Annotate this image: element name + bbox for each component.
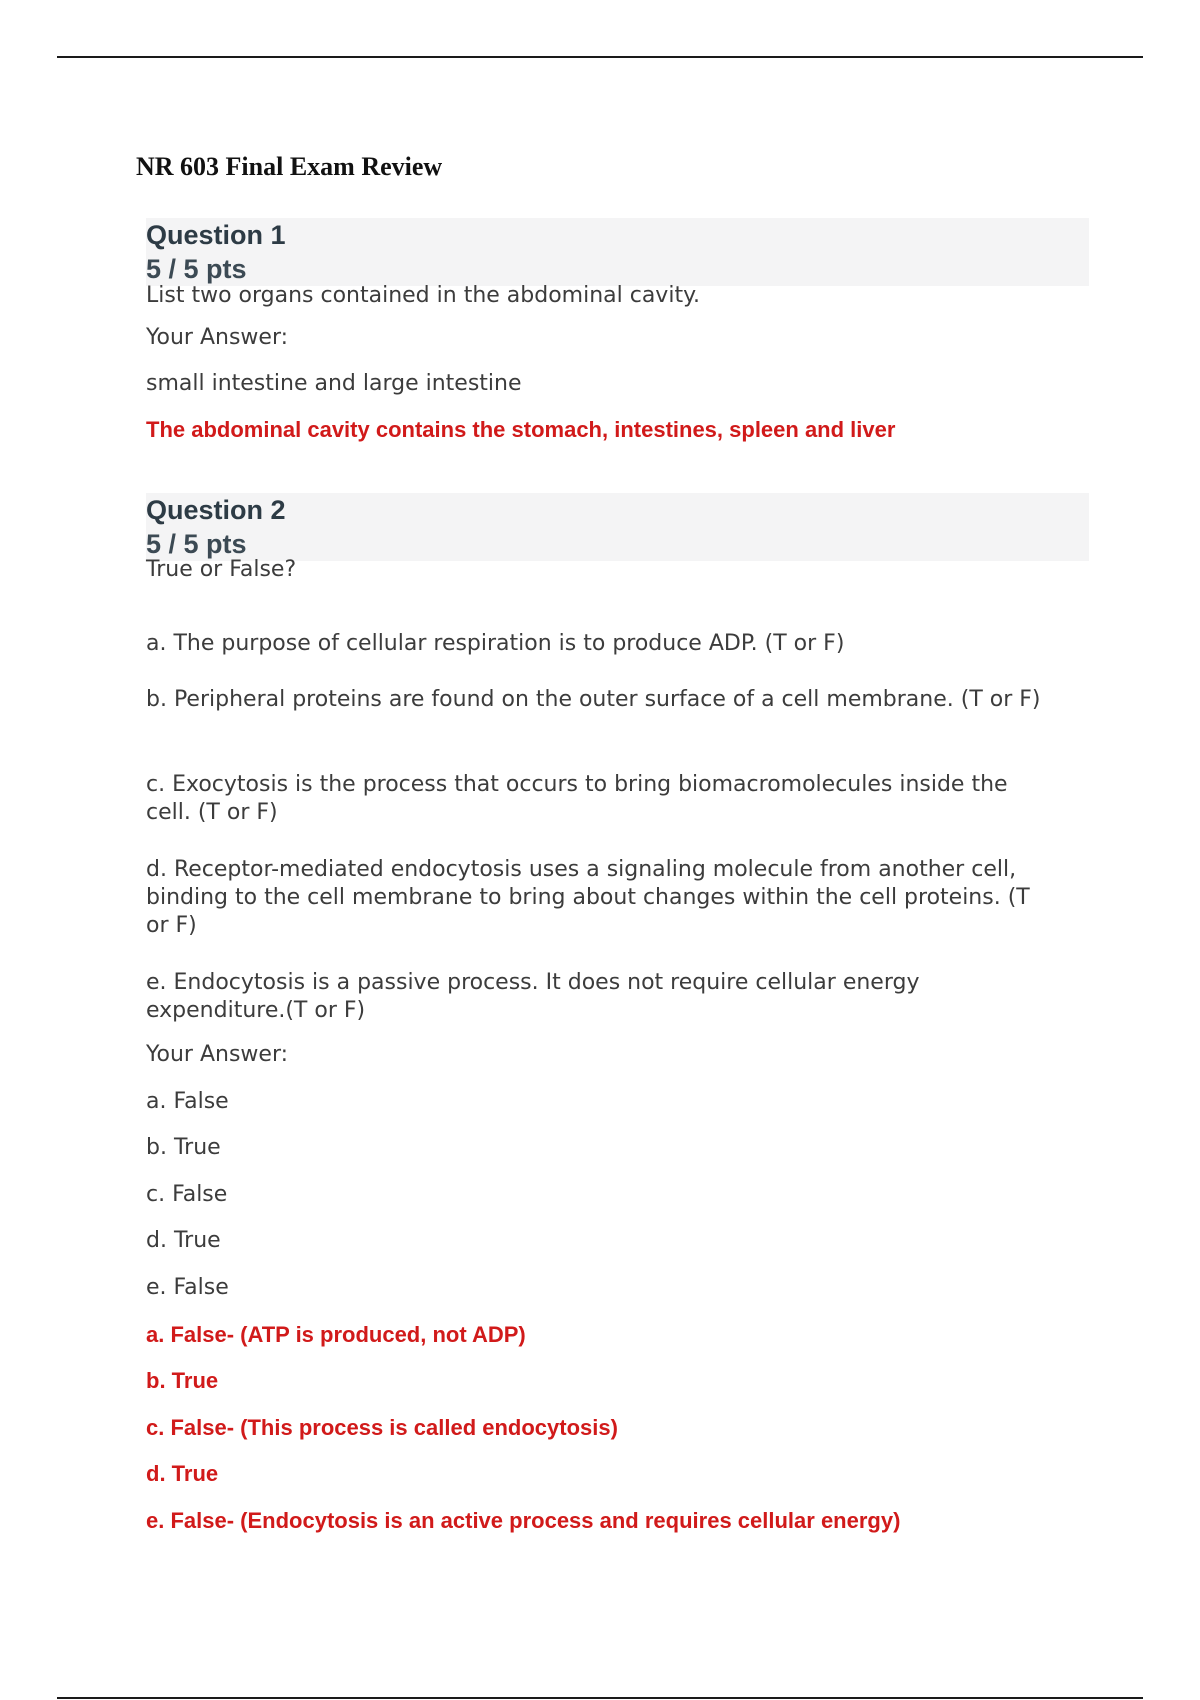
answer-b: b. True [146,1135,221,1160]
answer-d: d. True [146,1228,221,1253]
statement-d [146,856,1046,940]
feedback-e: e. False- (Endocytosis is an active process and requires cellular energy) [146,1508,901,1533]
statement-c [146,771,1026,827]
feedback-a: a. False- (ATP is produced, not ADP) [146,1322,526,1347]
statement-d-label: d. [146,857,174,882]
feedback-b: b. True [146,1368,219,1393]
question-1-feedback: The abdominal cavity contains the stomach, intestines, spleen and liver [146,417,896,442]
answer-e: e. False [146,1275,229,1300]
statement-a-text: The purpose of cellular respiration is to produce ADP. (T or F) [173,631,845,656]
answer-c: c. False [146,1182,228,1207]
statement-a-label: a. [146,631,174,656]
question-1-your-answer-label: Your Answer: [146,325,289,350]
bottom-divider [57,1697,1143,1699]
question-2 [146,493,1089,1533]
statement-e-text: Endocytosis is a passive process. It does not require cellular energy expenditure.(T or F) [146,970,920,1023]
question-2-your-answer-label: Your Answer: [146,1042,289,1067]
statement-b-label: b. [146,687,174,712]
question-1-prompt: List two organs contained in the abdominal cavity. [146,283,700,308]
question-1-title: Question 1 [146,220,286,250]
statement-a [146,630,1106,658]
question-1-answer: small intestine and large intestine [146,371,522,396]
answer-a: a. False [146,1089,229,1114]
question-2-prompt: True or False? [146,557,297,582]
top-divider [57,56,1143,58]
feedback-c: c. False- (This process is called endocytosis) [146,1415,618,1440]
statement-c-text: Exocytosis is the process that occurs to bring biomacromolecules inside the cell. (T or F) [146,772,1008,825]
statement-c-label: c. [146,772,173,797]
question-1-header [146,218,1089,286]
question-1 [146,218,1089,442]
statement-b [146,686,1133,714]
question-2-points: 5 / 5 pts [146,529,247,559]
document-title: NR 603 Final Exam Review [136,152,443,181]
statement-d-text: Receptor-mediated endocytosis uses a signaling molecule from another cell, binding to the cell membrane to bring about changes within the cell proteins. (T or F) [146,857,1030,938]
question-2-title: Question 2 [146,495,286,525]
feedback-d: d. True [146,1461,219,1486]
question-1-points: 5 / 5 pts [146,254,247,284]
question-2-header [146,493,1089,561]
statement-b-text: Peripheral proteins are found on the outer surface of a cell membrane. (T or F) [173,687,1041,712]
statement-e-label: e. [146,970,174,995]
statement-e [146,969,1026,1025]
